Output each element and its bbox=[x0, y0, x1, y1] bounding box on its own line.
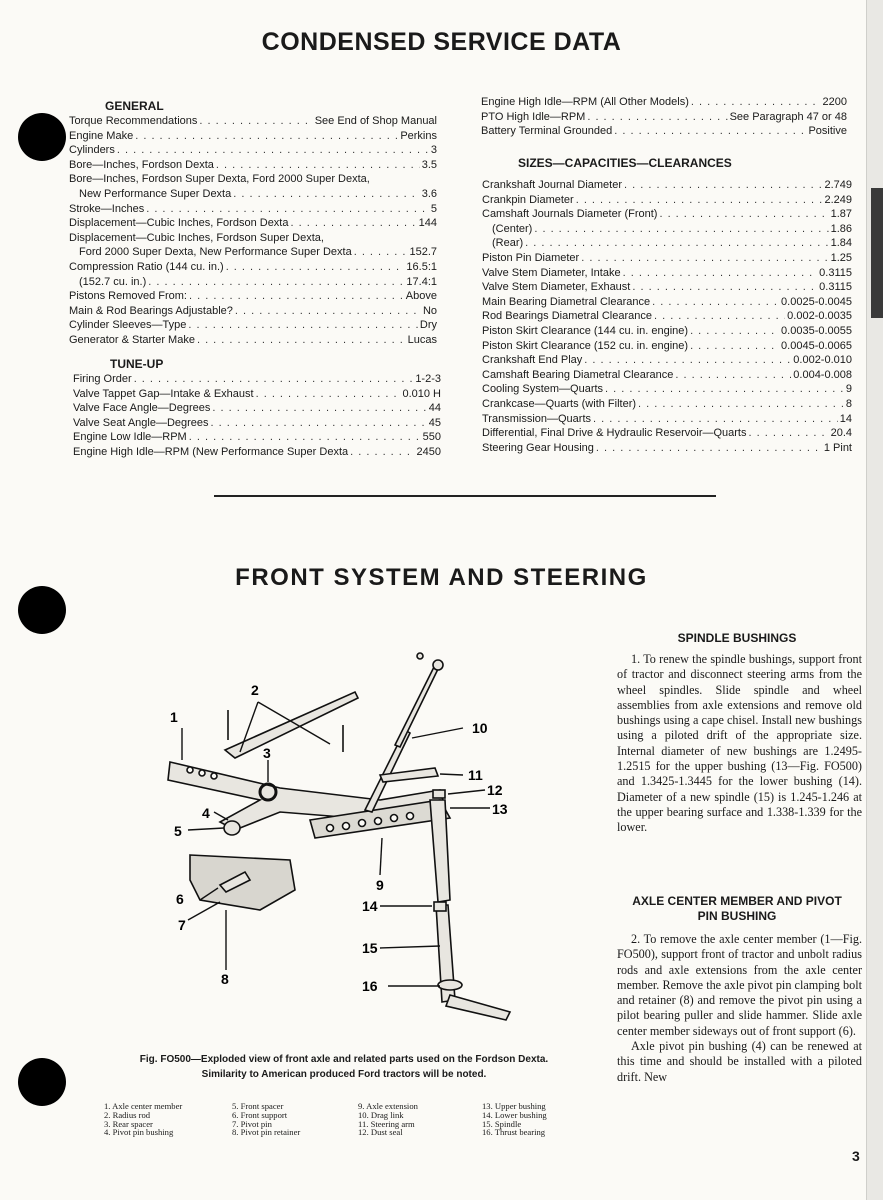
legend-item: 6. Front support bbox=[232, 1109, 288, 1120]
row-value: 16.5:1 bbox=[406, 260, 437, 273]
row-label: Torque Recommendations bbox=[69, 115, 198, 127]
data-row bbox=[69, 333, 437, 348]
row-value: 44 bbox=[428, 402, 441, 415]
data-row bbox=[481, 124, 847, 139]
data-row bbox=[482, 266, 852, 281]
row-label: Rod Bearings Diametral Clearance bbox=[482, 310, 652, 323]
row-value: 9 bbox=[845, 383, 852, 396]
row-label: PTO High Idle—RPM bbox=[481, 110, 586, 123]
data-row bbox=[69, 275, 437, 290]
leader-dots bbox=[581, 251, 828, 266]
data-row bbox=[73, 387, 441, 402]
row-value: 8 bbox=[845, 397, 852, 410]
row-label: Differential, Final Drive & Hydraulic Reservoir—Quarts bbox=[482, 427, 747, 440]
callout-9: 9 bbox=[376, 877, 384, 893]
row-label: Firing Order bbox=[73, 373, 132, 385]
callout-1: 1 bbox=[170, 709, 178, 725]
legend-item: 9. Axle extension bbox=[358, 1101, 418, 1111]
pivot-pin-bushing-shape bbox=[224, 821, 240, 835]
data-row bbox=[482, 207, 852, 222]
tuneup-heading: TUNE-UP bbox=[110, 357, 164, 371]
figure-caption bbox=[88, 1052, 600, 1082]
legend-col-3 bbox=[358, 1102, 418, 1137]
leader-dots bbox=[654, 309, 785, 324]
data-row bbox=[482, 353, 852, 368]
row-value: 144 bbox=[418, 217, 437, 230]
row-label: Engine Make bbox=[69, 129, 134, 142]
data-row bbox=[482, 368, 852, 383]
data-row bbox=[69, 304, 437, 319]
row-label: Engine High Idle—RPM (New Performance Super Dexta bbox=[73, 445, 349, 458]
leader-dots bbox=[197, 333, 406, 348]
row-value: 0.0045-0.0065 bbox=[781, 339, 852, 352]
legend-item: 15. Spindle bbox=[482, 1118, 522, 1129]
leader-dots bbox=[188, 318, 418, 333]
data-row bbox=[482, 426, 852, 441]
callout-4: 4 bbox=[202, 805, 210, 821]
leader-dots bbox=[605, 382, 844, 397]
row-label: Valve Stem Diameter, Intake bbox=[482, 266, 621, 279]
row-value: 0.002-0.010 bbox=[793, 354, 852, 367]
data-row bbox=[481, 110, 847, 125]
data-row bbox=[69, 260, 437, 275]
row-value: 1.86 bbox=[830, 222, 852, 235]
legend-item: 7. Pivot pin bbox=[232, 1118, 272, 1129]
data-row bbox=[482, 412, 852, 427]
paragraph: 1. To renew the spindle bushings, support front of tractor and disconnect steering arms from the wheel spindles. Slide spindle and wheel assemblies from axle extensions and remove old bushings using a cape chisel. Install new bushings using a piloted drift of the appropriate size. Internal diameter of new bushings are 1.2495-1.2515 for the upper bushing (13—Fig. FO500) and 1.3425-1.3445 for the lower bushing (14). Diameter of a new spindle (15) is 1.245-1.246 at the upper bearing surface and 1.338-1.339 for the lower. bbox=[617, 652, 862, 835]
legend-item: 16. Thrust bearing bbox=[482, 1127, 546, 1138]
leader-dots bbox=[199, 114, 312, 129]
row-label: Transmission—Quarts bbox=[482, 412, 592, 425]
leader-dots bbox=[596, 441, 822, 456]
leader-dots bbox=[690, 324, 779, 339]
row-value: 1-2-3 bbox=[415, 373, 441, 385]
upper-bushing-shape bbox=[433, 790, 445, 798]
row-label: Engine Low Idle—RPM bbox=[73, 431, 187, 444]
row-label: Displacement—Cubic Inches, Fordson Super Dexta, bbox=[69, 231, 324, 244]
row-value: Lucas bbox=[407, 333, 437, 346]
row-label: Valve Seat Angle—Degrees bbox=[73, 416, 209, 429]
leader-dots bbox=[749, 426, 829, 441]
leader-dots bbox=[587, 110, 727, 125]
callout-15: 15 bbox=[362, 940, 378, 956]
row-label: Cylinder Sleeves—Type bbox=[69, 319, 187, 332]
spindle-axle-shape bbox=[446, 995, 510, 1020]
legend-item: 4. Pivot pin bushing bbox=[104, 1127, 174, 1138]
leader-dots bbox=[256, 387, 401, 402]
data-row bbox=[482, 382, 852, 397]
data-row bbox=[482, 251, 852, 266]
data-row bbox=[482, 280, 852, 295]
leader-dots bbox=[216, 158, 420, 173]
leader-dots bbox=[614, 124, 806, 139]
lower-bushing-shape bbox=[434, 902, 446, 911]
legend-col-1 bbox=[104, 1102, 182, 1137]
row-label: Stroke—Inches bbox=[69, 202, 145, 215]
row-label: Engine High Idle—RPM (All Other Models) bbox=[481, 96, 689, 108]
row-label: Valve Face Angle—Degrees bbox=[73, 402, 211, 415]
row-label: Crankcase—Quarts (with Filter) bbox=[482, 397, 637, 410]
axle-center-text bbox=[617, 932, 862, 1085]
row-value: See Paragraph 47 or 48 bbox=[729, 110, 847, 123]
binder-hole bbox=[18, 1058, 66, 1106]
leader-dots bbox=[235, 304, 421, 319]
row-value: 3.6 bbox=[421, 187, 437, 200]
legend-item: 3. Rear spacer bbox=[104, 1118, 153, 1129]
legend-item: 2. Radius rod bbox=[104, 1109, 151, 1120]
row-value: 550 bbox=[422, 431, 441, 444]
data-row bbox=[69, 158, 437, 173]
callout-5: 5 bbox=[174, 823, 182, 839]
leader-dots bbox=[691, 95, 821, 110]
legend-item: 5. Front spacer bbox=[232, 1101, 284, 1111]
axle-heading-line-2: PIN BUSHING bbox=[697, 909, 777, 923]
data-row bbox=[69, 187, 437, 202]
leader-dots bbox=[576, 193, 823, 208]
row-value: 3.5 bbox=[421, 158, 437, 171]
callout-13: 13 bbox=[492, 801, 508, 817]
row-label: Pistons Removed From: bbox=[69, 290, 187, 303]
data-row bbox=[482, 441, 852, 456]
thumb-index-tab bbox=[871, 188, 883, 318]
row-label: Piston Skirt Clearance (144 cu. in. engine) bbox=[482, 324, 689, 337]
row-value: 1.87 bbox=[830, 208, 852, 221]
leader-dots bbox=[117, 143, 429, 158]
row-label: (Center) bbox=[492, 222, 533, 235]
data-row bbox=[69, 202, 437, 217]
leader-dots bbox=[652, 295, 779, 310]
caption-line-1: Fig. FO500—Exploded view of front axle and related parts used on the Fordson Dexta. bbox=[139, 1054, 549, 1065]
row-value: 2200 bbox=[822, 96, 847, 108]
legend-item: 10. Drag link bbox=[358, 1109, 404, 1120]
row-value: 45 bbox=[428, 416, 441, 429]
legend-item: 13. Upper bushing bbox=[482, 1101, 546, 1111]
row-label: Piston Skirt Clearance (152 cu. in. engine) bbox=[482, 339, 689, 352]
leader-dots bbox=[226, 260, 405, 275]
data-row bbox=[69, 172, 437, 187]
row-value: 0.010 H bbox=[402, 387, 441, 400]
sizes-heading: SIZES—CAPACITIES—CLEARANCES bbox=[518, 156, 732, 170]
callout-3: 3 bbox=[263, 745, 271, 761]
leader-dots bbox=[638, 397, 844, 412]
axle-center-heading bbox=[612, 894, 862, 924]
leader-dots bbox=[690, 339, 779, 354]
legend-item: 8. Pivot pin retainer bbox=[232, 1127, 301, 1138]
row-value: 0.3115 bbox=[819, 281, 852, 294]
data-row bbox=[481, 95, 847, 110]
axle-heading-line-1: AXLE CENTER MEMBER AND PIVOT bbox=[632, 894, 842, 908]
row-label: Piston Pin Diameter bbox=[482, 251, 580, 264]
data-row bbox=[69, 245, 437, 260]
leader-dots bbox=[659, 207, 828, 222]
row-value: Above bbox=[405, 290, 437, 303]
paragraph: Axle pivot pin bushing (4) can be renewed at this time and should be installed with a piloted drift. New bbox=[617, 1039, 862, 1084]
data-row bbox=[482, 295, 852, 310]
leader-dots bbox=[525, 236, 828, 251]
general-table bbox=[69, 114, 437, 348]
row-value: Positive bbox=[808, 125, 847, 138]
callout-6: 6 bbox=[176, 891, 184, 907]
data-row bbox=[69, 129, 437, 144]
row-label: Generator & Starter Make bbox=[69, 333, 195, 346]
legend-item: 11. Steering arm bbox=[358, 1118, 415, 1129]
leader-dots bbox=[593, 412, 838, 427]
data-row bbox=[73, 401, 441, 416]
row-label: Displacement—Cubic Inches, Fordson Dexta bbox=[69, 217, 289, 230]
callout-2: 2 bbox=[251, 682, 259, 698]
data-row bbox=[482, 324, 852, 339]
row-value: 0.002-0.0035 bbox=[787, 310, 852, 323]
leader-dots bbox=[189, 430, 421, 445]
leader-dots bbox=[290, 216, 416, 231]
data-row bbox=[69, 216, 437, 231]
caption-line-2: Similarity to American produced Ford tractors will be noted. bbox=[201, 1069, 487, 1080]
row-value: 2.749 bbox=[824, 179, 852, 191]
data-row bbox=[482, 193, 852, 208]
callout-8: 8 bbox=[221, 971, 229, 987]
row-value: 1.84 bbox=[830, 237, 852, 250]
callout-12: 12 bbox=[487, 782, 503, 798]
row-label: Compression Ratio (144 cu. in.) bbox=[69, 260, 224, 273]
data-row bbox=[482, 339, 852, 354]
page-title: CONDENSED SERVICE DATA bbox=[261, 28, 622, 56]
leader-dots bbox=[135, 129, 398, 144]
callout-11: 11 bbox=[468, 767, 483, 783]
leader-dots bbox=[189, 289, 404, 304]
row-value: 0.004-0.008 bbox=[793, 368, 852, 381]
leader-dots bbox=[350, 445, 414, 460]
radius-rod-shape bbox=[225, 692, 358, 758]
row-label: Crankshaft Journal Diameter bbox=[482, 179, 623, 191]
row-value: 0.3115 bbox=[819, 266, 852, 279]
row-label: Cylinders bbox=[69, 144, 115, 157]
leader-dots bbox=[212, 401, 426, 416]
leader-dots bbox=[134, 372, 414, 387]
row-label: Crankpin Diameter bbox=[482, 193, 574, 206]
legend-item: 12. Dust seal bbox=[358, 1127, 403, 1138]
data-row bbox=[73, 430, 441, 445]
row-value: Perkins bbox=[400, 129, 437, 142]
tuneup-table bbox=[73, 372, 441, 460]
row-label: Valve Stem Diameter, Exhaust bbox=[482, 281, 631, 294]
page-edge bbox=[866, 0, 883, 1200]
right-top-table bbox=[481, 95, 847, 139]
leader-dots bbox=[354, 245, 408, 260]
legend-item: 14. Lower bushing bbox=[482, 1109, 547, 1120]
row-value: 5 bbox=[430, 202, 437, 215]
row-label: Valve Tappet Gap—Intake & Exhaust bbox=[73, 387, 254, 400]
row-value: 1 Pint bbox=[823, 441, 852, 454]
row-value: 2.249 bbox=[824, 193, 852, 206]
leader-dots bbox=[534, 222, 828, 237]
row-label: Main & Rod Bearings Adjustable? bbox=[69, 304, 233, 317]
row-value: 20.4 bbox=[830, 427, 852, 440]
callout-16: 16 bbox=[362, 978, 378, 994]
data-row bbox=[69, 318, 437, 333]
data-row bbox=[69, 289, 437, 304]
row-label: Bore—Inches, Fordson Super Dexta, Ford 2000 Super Dexta, bbox=[69, 173, 370, 186]
row-value: See End of Shop Manual bbox=[314, 115, 437, 127]
page-number: 3 bbox=[852, 1148, 860, 1164]
row-value: 14 bbox=[839, 412, 852, 425]
data-row bbox=[73, 416, 441, 431]
legend-col-4 bbox=[482, 1102, 547, 1137]
row-value: 0.0025-0.0045 bbox=[781, 295, 852, 308]
leader-dots bbox=[623, 266, 818, 281]
data-row bbox=[73, 372, 441, 387]
row-value: No bbox=[422, 304, 437, 317]
front-axle-exploded-diagram bbox=[150, 640, 610, 1040]
row-label: Camshaft Journals Diameter (Front) bbox=[482, 208, 658, 221]
callout-14: 14 bbox=[362, 898, 378, 914]
row-value: 1.25 bbox=[830, 251, 852, 264]
callout-10: 10 bbox=[472, 720, 488, 736]
row-label: (152.7 cu. in.) bbox=[79, 275, 147, 288]
legend-col-2 bbox=[232, 1102, 300, 1137]
leader-dots bbox=[146, 202, 429, 217]
leader-dots bbox=[148, 275, 404, 290]
thrust-bearing-shape bbox=[438, 980, 462, 990]
leader-dots bbox=[675, 368, 791, 383]
data-row bbox=[482, 222, 852, 237]
data-row bbox=[73, 445, 441, 460]
legend-item: 1. Axle center member bbox=[104, 1101, 183, 1111]
row-label: Battery Terminal Grounded bbox=[481, 125, 613, 138]
row-value: 17.4:1 bbox=[406, 275, 437, 288]
row-label: Bore—Inches, Fordson Dexta bbox=[69, 158, 214, 171]
row-value: 2450 bbox=[416, 445, 441, 458]
data-row bbox=[482, 236, 852, 251]
spindle-bushings-heading: SPINDLE BUSHINGS bbox=[677, 631, 797, 645]
row-value: 152.7 bbox=[409, 246, 437, 259]
row-label: Crankshaft End Play bbox=[482, 354, 583, 367]
row-label: Main Bearing Diametral Clearance bbox=[482, 295, 651, 308]
paragraph: 2. To remove the axle center member (1—Fig. FO500), support front of tractor and unbolt radius rods and axle extensions from the axle center member. Remove the axle pivot pin clamping bolt and retainer (8) and remove the pivot pin using a pilot bearing puller and slide hammer. Slide axle center member sideways out of front support (6). bbox=[617, 932, 862, 1038]
data-row bbox=[482, 309, 852, 324]
leader-dots bbox=[233, 187, 419, 202]
spindle-bushings-text bbox=[617, 652, 862, 836]
row-label: Cooling System—Quarts bbox=[482, 383, 604, 396]
data-row bbox=[482, 178, 852, 193]
data-row bbox=[69, 231, 437, 246]
row-value: 3 bbox=[430, 144, 437, 157]
binder-hole bbox=[18, 113, 66, 161]
binder-hole bbox=[18, 586, 66, 634]
row-label: Camshaft Bearing Diametral Clearance bbox=[482, 368, 674, 381]
section-title: FRONT SYSTEM AND STEERING bbox=[235, 564, 648, 591]
leader-dots bbox=[584, 353, 791, 368]
data-row bbox=[482, 397, 852, 412]
row-label: Ford 2000 Super Dexta, New Performance Super Dexta bbox=[79, 246, 352, 259]
callout-7: 7 bbox=[178, 917, 186, 933]
data-row bbox=[69, 143, 437, 158]
data-row bbox=[69, 114, 437, 129]
row-label: Steering Gear Housing bbox=[482, 441, 594, 454]
row-value: Dry bbox=[419, 319, 437, 332]
leader-dots bbox=[632, 280, 817, 295]
leader-dots bbox=[211, 416, 427, 431]
row-value: 0.0035-0.0055 bbox=[781, 324, 852, 337]
row-label: New Performance Super Dexta bbox=[79, 187, 232, 200]
leader-dots bbox=[624, 178, 822, 193]
general-heading: GENERAL bbox=[105, 99, 164, 113]
row-label: (Rear) bbox=[492, 237, 524, 250]
section-divider bbox=[214, 495, 716, 497]
sizes-table bbox=[482, 178, 852, 455]
